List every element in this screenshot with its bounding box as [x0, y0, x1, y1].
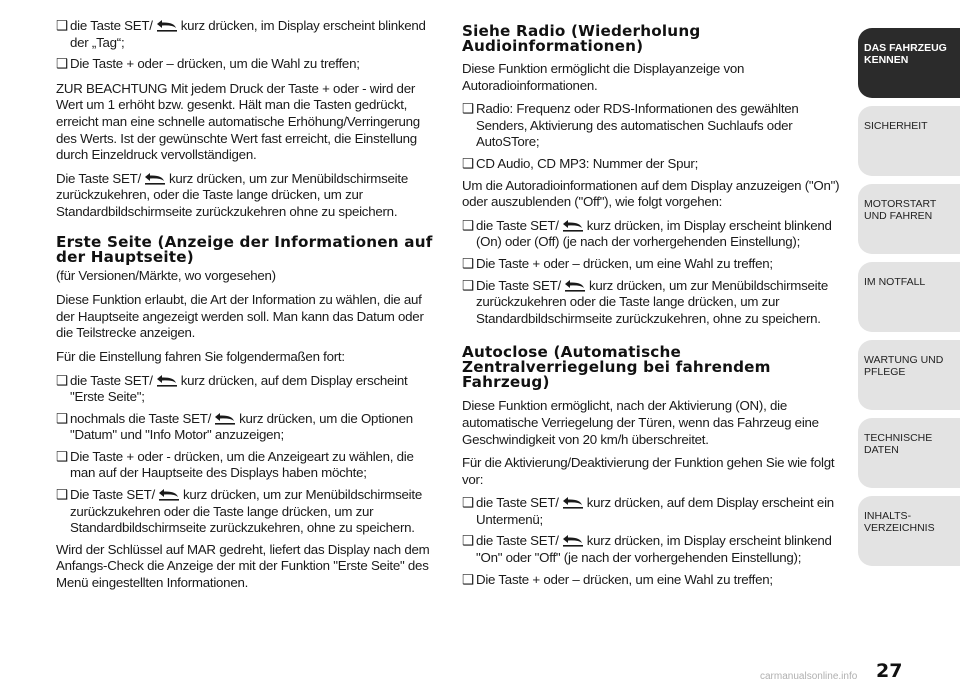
checkbox-bullet-icon: ❑: [462, 495, 474, 511]
return-key-icon: [561, 219, 585, 233]
tab-motorstart-und-fahren[interactable]: MOTORSTART UND FAHREN: [858, 184, 960, 254]
paragraph: Diese Funktion ermöglicht die Displayanzeige von Autoradioinformationen.: [462, 61, 745, 93]
tab-das-fahrzeug-kennen[interactable]: DAS FAHRZEUG KENNEN: [858, 28, 960, 98]
paragraph: Um die Autoradioinformationen auf dem Display anzuzeigen ("On") oder auszublenden ("Off"), wie folgt vorgehen:: [462, 177, 840, 210]
list-item: ❑ Die Taste + oder - drücken, um die Anzeigeart zu wählen, die man auf der Hauptseite des Displays haben möchte;: [56, 448, 414, 481]
paragraph: Diese Funktion erlaubt, die Art der Information zu wählen, die auf der Hauptseite angezeigt werden soll. Man kann das Datum oder die Teilstrecke anzeigen.: [56, 292, 424, 341]
paragraph: Für die Einstellung fahren Sie folgendermaßen fort:: [56, 348, 345, 364]
tab-wartung-und-pflege[interactable]: WARTUNG UND PFLEGE: [858, 340, 960, 410]
list-item: ❑ CD Audio, CD MP3: Nummer der Spur;: [462, 155, 699, 171]
list-item: ❑ nochmals die Taste SET/ kurz drücken, um die Optionen "Datum" und "Info Motor" anzuzeigen;: [56, 410, 413, 443]
return-key-icon: [157, 488, 181, 502]
paragraph: Diese Funktion ermöglicht, nach der Aktivierung (ON), die automatische Verriegelung der Türen, wenn das Fahrzeug eine Geschwindigkeit von 20 km/h überschreitet.: [462, 398, 819, 447]
list-item: ❑ Die Taste SET/ kurz drücken, um zur Menübildschirmseite zurückzukehren oder die Taste lange drücken, um zur Standardbildschirmseite zurückzukehren, ohne zu speichern.: [56, 487, 422, 536]
list-item: ❑ Die Taste + oder – drücken, um die Wahl zu treffen;: [56, 56, 360, 72]
checkbox-bullet-icon: ❑: [56, 487, 68, 503]
tab-inhaltsverzeichnis[interactable]: INHALTS-VERZEICHNIS: [858, 496, 960, 566]
return-key-icon: [563, 279, 587, 293]
checkbox-bullet-icon: ❑: [56, 56, 68, 72]
checkbox-bullet-icon: ❑: [56, 410, 68, 426]
section-heading: Autoclose (Automatische Zentralverriegelung bei fahrendem Fahrzeug): [462, 343, 771, 392]
tab-sicherheit[interactable]: SICHERHEIT: [858, 106, 960, 176]
list-item: ❑ die Taste SET/ kurz drücken, im Display erscheint blinkend "On" oder "Off" (je nach der vorhergehenden Einstellung);: [462, 533, 832, 566]
list-item: ❑ Die Taste + oder – drücken, um eine Wahl zu treffen;: [462, 255, 773, 271]
list-item: ❑ Die Taste SET/ kurz drücken, um zur Menübildschirmseite zurückzukehren oder die Taste lange drücken, um zur Standardbildschirmseite zurückzukehren, ohne zu speichern.: [462, 277, 828, 326]
list-item: ❑ die Taste SET/ kurz drücken, im Display erscheint blinkend (On) oder (Off) (je nach der vorhergehenden Einstellung);: [462, 217, 832, 250]
checkbox-bullet-icon: ❑: [462, 101, 474, 117]
list-item: ❑ Die Taste + oder – drücken, um eine Wahl zu treffen;: [462, 571, 773, 587]
left-column: [56, 18, 440, 599]
checkbox-bullet-icon: ❑: [56, 448, 68, 464]
paragraph: Die Taste SET/ kurz drücken, um zur Menübildschirmseite zurückzukehren, oder die Taste lange drücken, um zur Standardbildschirmseite zurückzukehren ohne zu speichern.: [56, 170, 408, 219]
checkbox-bullet-icon: ❑: [462, 255, 474, 271]
return-key-icon: [561, 496, 585, 510]
checkbox-bullet-icon: ❑: [462, 571, 474, 587]
list-item: ❑ Radio: Frequenz oder RDS-Informationen des gewählten Senders, Aktivierung des automatischen Suchlaufs oder AutoSTore;: [462, 101, 799, 150]
return-key-icon: [155, 374, 179, 388]
checkbox-bullet-icon: ❑: [462, 277, 474, 293]
right-column: [462, 18, 840, 593]
tab-im-notfall[interactable]: IM NOTFALL: [858, 262, 960, 332]
checkbox-bullet-icon: ❑: [462, 155, 474, 171]
tab-technische-daten[interactable]: TECHNISCHE DATEN: [858, 418, 960, 488]
page-number: 27: [876, 660, 903, 682]
checkbox-bullet-icon: ❑: [462, 533, 474, 549]
section-heading: Siehe Radio (Wiederholung Audioinformationen): [462, 22, 701, 55]
checkbox-bullet-icon: ❑: [462, 217, 474, 233]
paragraph: Wird der Schlüssel auf MAR gedreht, liefert das Display nach dem Anfangs-Check die Anzeige der mit der Funktion "Erste Seite" des Menü eingestellten Informationen.: [56, 541, 430, 591]
section-subheading: (für Versionen/Märkte, wo vorgesehen): [56, 267, 276, 283]
watermark: carmanualsonline.info: [760, 671, 858, 682]
list-item: ❑ die Taste SET/ kurz drücken, auf dem Display erscheint ein Untermenü;: [462, 495, 834, 527]
paragraph: Für die Aktivierung/Deaktivierung der Funktion gehen Sie wie folgt vor:: [462, 455, 835, 487]
chapter-tab-sidebar: [858, 0, 960, 686]
section-heading: Erste Seite (Anzeige der Informationen auf der Hauptseite): [56, 232, 433, 266]
return-key-icon: [143, 172, 167, 186]
list-item: ❑ die Taste SET/ kurz drücken, im Display erscheint blinkend der „Tag“;: [56, 18, 426, 50]
list-item: ❑ die Taste SET/ kurz drücken, auf dem Display erscheint "Erste Seite";: [56, 372, 408, 405]
note-paragraph: ZUR BEACHTUNG Mit jedem Druck der Taste + oder - wird der Wert um 1 erhöht bzw. gesenkt. Hält man die Tasten gedrückt, erreicht man eine schnelle automatische Erhöhung/Verringerung des Werts. Ist der gewünschte Wert fast erreicht, die Einstellung durch Einzeldruck vervollständigen.: [56, 80, 420, 163]
return-key-icon: [155, 19, 179, 33]
return-key-icon: [561, 534, 585, 548]
return-key-icon: [213, 412, 237, 426]
checkbox-bullet-icon: ❑: [56, 18, 68, 33]
checkbox-bullet-icon: ❑: [56, 372, 68, 388]
